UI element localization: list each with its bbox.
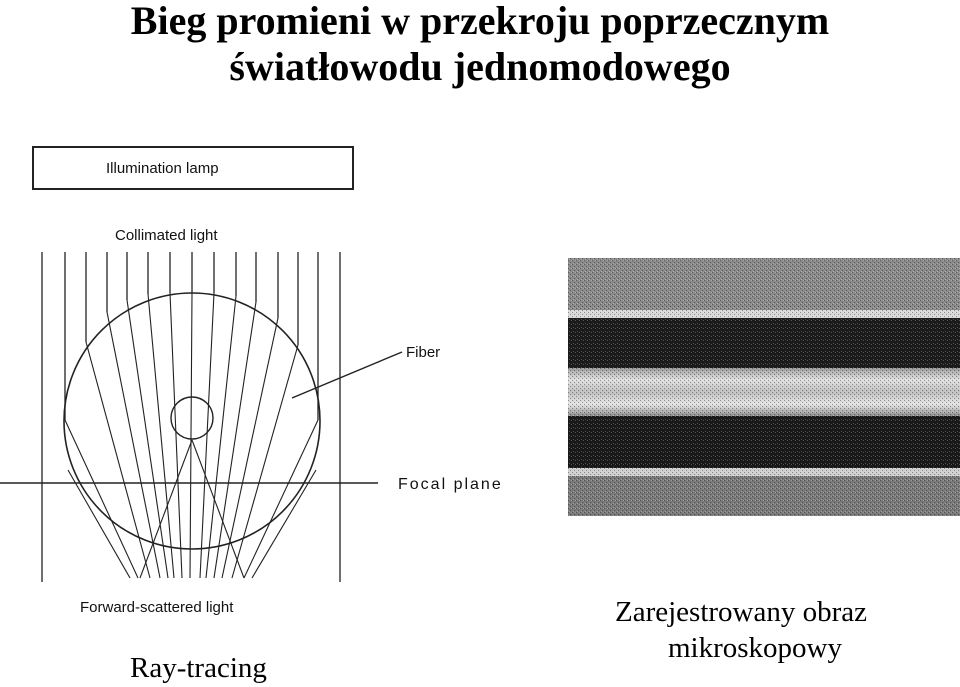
title-line-2: światłowodu jednomodowego (229, 44, 731, 89)
ray-tracing-caption: Ray-tracing (130, 652, 267, 684)
fiber-pointer-line (292, 352, 402, 398)
focal-plane-label: Focal plane (398, 476, 503, 493)
fiber-label: Fiber (406, 344, 441, 361)
title-line-1: Bieg promieni w przekroju poprzecznym (130, 0, 830, 43)
collimated-light-label: Collimated light (115, 227, 218, 244)
illumination-lamp (33, 147, 353, 189)
forward-scattered-label: Forward-scattered light (80, 599, 234, 616)
microscope-caption-line-1: Zarejestrowany obraz (615, 596, 868, 628)
refracted-rays (65, 293, 318, 578)
illumination-lamp-label: Illumination lamp (106, 160, 219, 177)
microscope-caption-line-2: mikroskopowy (668, 632, 842, 664)
microscope-image (568, 258, 960, 516)
